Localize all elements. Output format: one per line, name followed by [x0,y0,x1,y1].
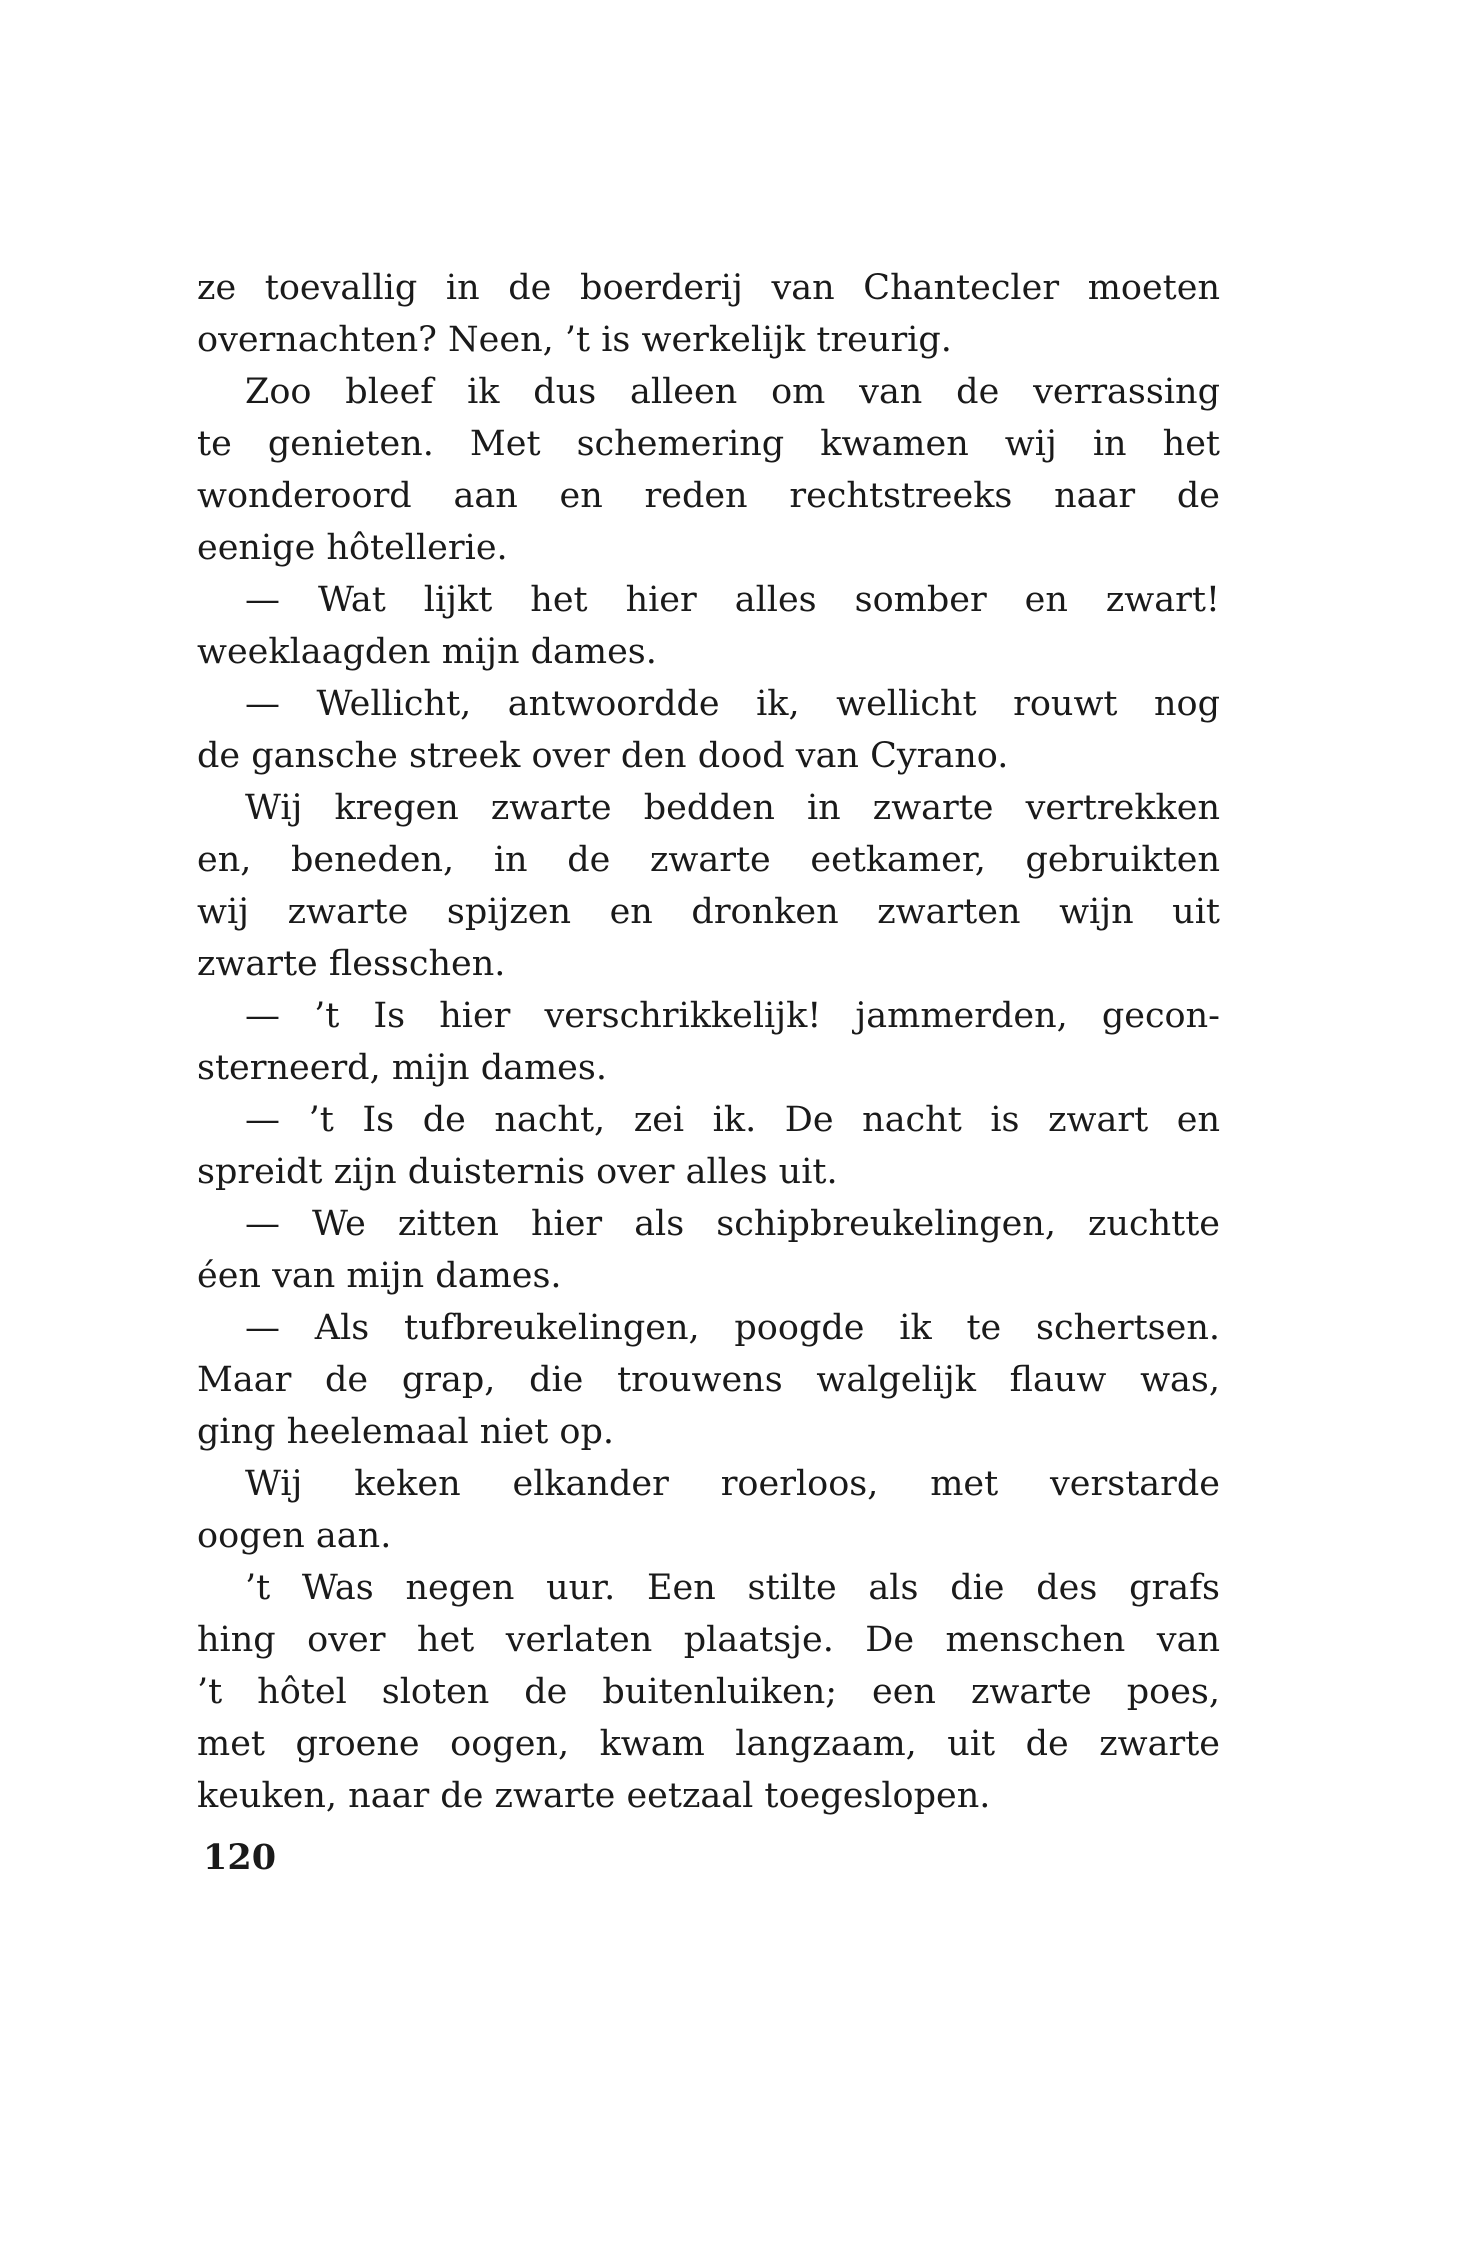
text-line: wij zwarte spijzen en dronken zwarten wijn uit [197,892,1220,932]
text-line: met groene oogen, kwam langzaam, uit de zwarte [197,1724,1220,1764]
text-line: éen van mijn dames. [197,1256,562,1296]
text-line: Wij keken elkander roerloos, met verstarde [245,1464,1220,1504]
text-line: ze toevallig in de boerderij van Chantecler moeten [197,268,1220,308]
text-line: — We zitten hier als schipbreukelingen, zuchtte [245,1204,1220,1244]
text-line: weeklaagden mijn dames. [197,632,657,672]
text-line: — ’t Is de nacht, zei ik. De nacht is zwart en [245,1100,1220,1140]
text-line: ’t Was negen uur. Een stilte als die des grafs [245,1568,1220,1608]
text-line: — Wat lijkt het hier alles somber en zwart! [245,580,1220,620]
text-line: Wij kregen zwarte bedden in zwarte vertrekken [245,788,1220,828]
text-line: overnachten? Neen, ’t is werkelijk treurig. [197,320,952,360]
text-line: eenige hôtellerie. [197,528,508,568]
text-line: en, beneden, in de zwarte eetkamer, gebruikten [197,840,1220,880]
text-line: ging heelemaal niet op. [197,1412,615,1452]
text-line: — Als tufbreukelingen, poogde ik te schertsen. [245,1308,1220,1348]
text-line: oogen aan. [197,1516,392,1556]
text-line: wonderoord aan en reden rechtstreeks naar de [197,476,1220,516]
text-line: zwarte flesschen. [197,944,506,984]
body-text [197,262,1220,1822]
text-line: — ’t Is hier verschrikkelijk! jammerden, gecon- [245,996,1220,1036]
text-line: spreidt zijn duisternis over alles uit. [197,1152,838,1192]
page-number: 120 [203,1837,277,1878]
text-line: ’t hôtel sloten de buitenluiken; een zwarte poes, [197,1672,1220,1712]
text-line: te genieten. Met schemering kwamen wij in het [197,424,1220,464]
text-line: Maar de grap, die trouwens walgelijk flauw was, [197,1360,1220,1400]
text-line: keuken, naar de zwarte eetzaal toegeslopen. [197,1776,991,1816]
text-line: de gansche streek over den dood van Cyrano. [197,736,1009,776]
text-line: hing over het verlaten plaatsje. De menschen van [197,1620,1220,1660]
text-line: Zoo bleef ik dus alleen om van de verrassing [245,372,1220,412]
text-line: — Wellicht, antwoordde ik, wellicht rouwt nog [245,684,1220,724]
text-line: sterneerd, mijn dames. [197,1048,607,1088]
